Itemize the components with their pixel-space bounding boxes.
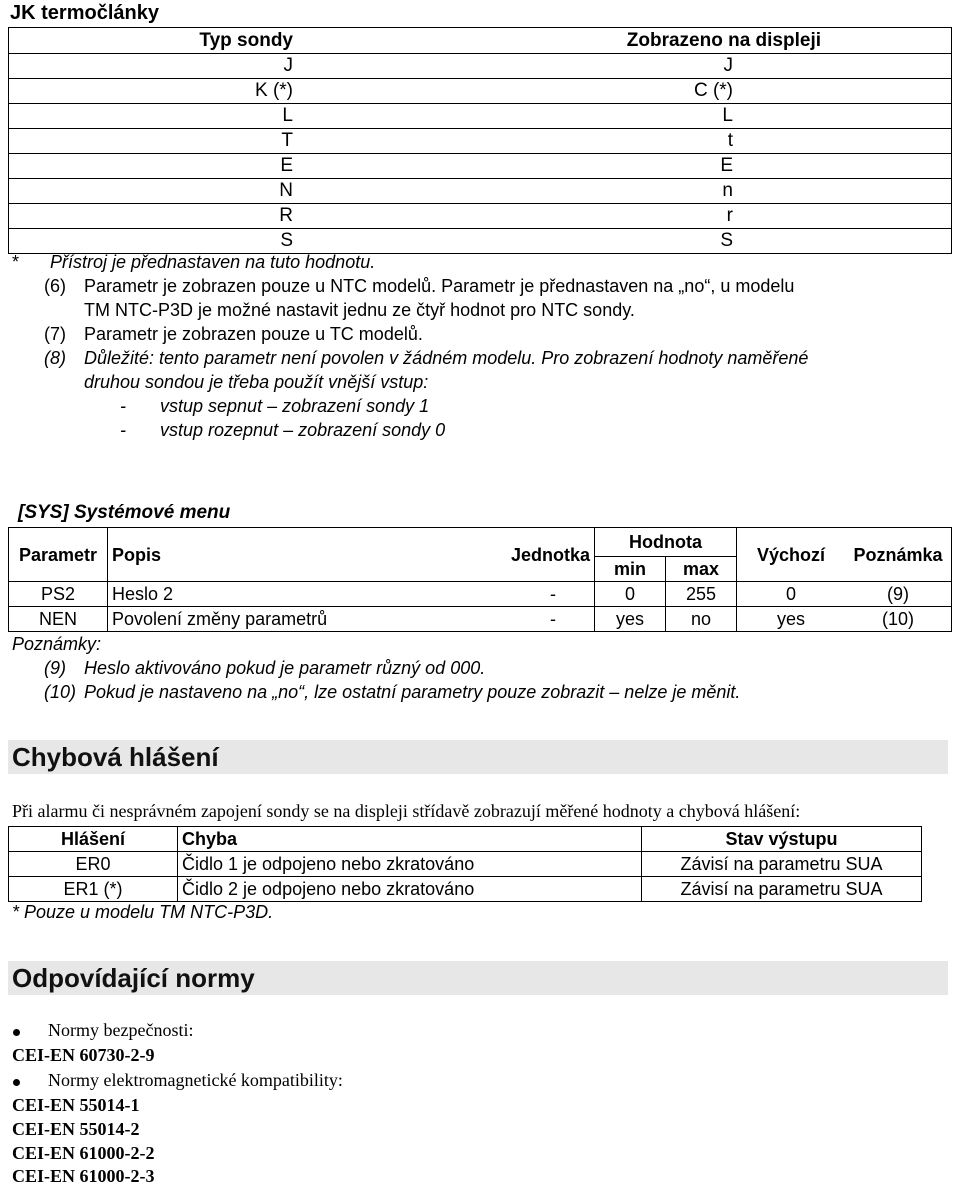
cell-min: yes bbox=[595, 607, 666, 632]
cell-display: C (*) bbox=[297, 79, 952, 104]
errors-heading: Chybová hlášení bbox=[12, 742, 219, 772]
cell-display: n bbox=[297, 179, 952, 204]
table-row bbox=[9, 852, 922, 877]
errors-heading-band bbox=[8, 740, 948, 774]
cell-display: L bbox=[297, 104, 952, 129]
note-8-line1: Důležité: tento parametr není povolen v žádném modelu. Pro zobrazení hodnoty naměřené bbox=[84, 348, 809, 368]
table-row bbox=[9, 154, 952, 179]
note-7-line1: Parametr je zobrazen pouze u TC modelů. bbox=[84, 324, 423, 344]
table-row bbox=[9, 204, 952, 229]
header-stav: Stav výstupu bbox=[642, 827, 922, 852]
cell-probe: J bbox=[9, 54, 298, 79]
sys-menu-title: [SYS] Systémové menu bbox=[18, 502, 231, 523]
emc-norm-item: CEI-EN 55014-1 bbox=[12, 1095, 140, 1115]
table-row bbox=[9, 79, 952, 104]
cell-vychozi: yes bbox=[737, 607, 846, 632]
note-number: (9) bbox=[44, 658, 66, 678]
emc-norm-item: CEI-EN 61000-2-3 bbox=[12, 1166, 155, 1186]
cell-display: t bbox=[297, 129, 952, 154]
dash-item-1: vstup sepnut – zobrazení sondy 1 bbox=[160, 396, 430, 416]
header-popis: Popis bbox=[108, 528, 497, 582]
cell-max: no bbox=[666, 607, 737, 632]
errors-intro: Při alarmu či nesprávném zapojení sondy se na displeji střídavě zobrazují měřené hodnoty a chybová hlášení: bbox=[12, 801, 801, 821]
cell-vychozi: 0 bbox=[737, 582, 846, 607]
note-6-line2: TM NTC-P3D je možné nastavit jednu ze čtyř hodnot pro NTC sondy. bbox=[84, 300, 635, 320]
header-hlaseni: Hlášení bbox=[9, 827, 178, 852]
cell-poznamka: (10) bbox=[845, 607, 952, 632]
note-10-text: Pokud je nastaveno na „no“, lze ostatní parametry pouze zobrazit – nelze je měnit. bbox=[84, 682, 741, 702]
cell-display: J bbox=[297, 54, 952, 79]
dash-bullet: - bbox=[120, 396, 126, 416]
header-vychozi: Výchozí bbox=[737, 528, 846, 582]
table-row bbox=[9, 877, 922, 902]
section-title-jk: JK termočlánky bbox=[10, 2, 159, 24]
table-row bbox=[9, 582, 952, 607]
emc-norm-item: CEI-EN 55014-2 bbox=[12, 1119, 140, 1139]
bullet-icon bbox=[13, 1079, 20, 1086]
cell-probe: N bbox=[9, 179, 298, 204]
note-number: (10) bbox=[44, 682, 77, 702]
table-row bbox=[9, 179, 952, 204]
cell-probe: R bbox=[9, 204, 298, 229]
cell-stav: Závisí na parametru SUA bbox=[642, 852, 922, 877]
cell-hlaseni: ER1 (*) bbox=[9, 877, 178, 902]
note-8-line2: druhou sondou je třeba použít vnější vstup: bbox=[84, 372, 429, 392]
emc-norm-item: CEI-EN 61000-2-2 bbox=[12, 1143, 155, 1163]
norms-heading: Odpovídající normy bbox=[12, 963, 255, 993]
note-6-line1: Parametr je zobrazen pouze u NTC modelů. Parametr je přednastaven na „no“, u modelu bbox=[84, 276, 795, 296]
table-header-row bbox=[9, 528, 952, 557]
cell-min: 0 bbox=[595, 582, 666, 607]
table-row bbox=[9, 129, 952, 154]
table-header-row bbox=[9, 28, 952, 54]
cell-display: E bbox=[297, 154, 952, 179]
emc-norms-label: Normy elektromagnetické kompatibility: bbox=[48, 1070, 343, 1090]
cell-probe: T bbox=[9, 129, 298, 154]
bullet-icon bbox=[13, 1029, 20, 1036]
header-max: max bbox=[666, 557, 737, 582]
note-number: (7) bbox=[44, 324, 66, 344]
footnote-star: * bbox=[12, 252, 20, 272]
header-min: min bbox=[595, 557, 666, 582]
table-header-row bbox=[9, 827, 922, 852]
cell-max: 255 bbox=[666, 582, 737, 607]
sys-menu-table bbox=[8, 527, 952, 632]
header-typ-sondy: Typ sondy bbox=[9, 28, 298, 54]
note-9-text: Heslo aktivováno pokud je parametr různý od 000. bbox=[84, 658, 486, 678]
footnote-text: Přístroj je přednastaven na tuto hodnotu. bbox=[50, 252, 376, 272]
cell-chyba: Čidlo 2 je odpojeno nebo zkratováno bbox=[178, 877, 642, 902]
cell-stav: Závisí na parametru SUA bbox=[642, 877, 922, 902]
cell-param: PS2 bbox=[9, 582, 108, 607]
cell-popis: Heslo 2 bbox=[108, 582, 497, 607]
cell-probe: L bbox=[9, 104, 298, 129]
header-hodnota: Hodnota bbox=[595, 528, 737, 557]
header-parametr: Parametr bbox=[9, 528, 108, 582]
probe-type-table bbox=[8, 27, 952, 254]
safety-norm-item: CEI-EN 60730-2-9 bbox=[12, 1045, 155, 1065]
header-chyba: Chyba bbox=[178, 827, 642, 852]
cell-chyba: Čidlo 1 je odpojeno nebo zkratováno bbox=[178, 852, 642, 877]
dash-bullet: - bbox=[120, 420, 126, 440]
cell-probe: E bbox=[9, 154, 298, 179]
cell-jednotka: - bbox=[496, 607, 595, 632]
cell-param: NEN bbox=[9, 607, 108, 632]
header-poznamka: Poznámka bbox=[845, 528, 952, 582]
header-zobrazeno: Zobrazeno na displeji bbox=[297, 28, 952, 54]
cell-display: S bbox=[297, 229, 952, 254]
cell-probe: S bbox=[9, 229, 298, 254]
norms-heading-band bbox=[8, 961, 948, 995]
table-row bbox=[9, 104, 952, 129]
errors-footnote: * Pouze u modelu TM NTC-P3D. bbox=[12, 902, 274, 922]
table-row bbox=[9, 229, 952, 254]
cell-jednotka: - bbox=[496, 582, 595, 607]
sys-notes-title: Poznámky: bbox=[12, 634, 102, 654]
errors-table bbox=[8, 826, 922, 902]
safety-norms-label: Normy bezpečnosti: bbox=[48, 1020, 194, 1040]
table-row bbox=[9, 54, 952, 79]
dash-item-2: vstup rozepnut – zobrazení sondy 0 bbox=[160, 420, 446, 440]
cell-probe: K (*) bbox=[9, 79, 298, 104]
table-row bbox=[9, 607, 952, 632]
header-jednotka: Jednotka bbox=[496, 528, 595, 582]
note-number: (8) bbox=[44, 348, 66, 368]
cell-display: r bbox=[297, 204, 952, 229]
cell-hlaseni: ER0 bbox=[9, 852, 178, 877]
cell-popis: Povolení změny parametrů bbox=[108, 607, 497, 632]
cell-poznamka: (9) bbox=[845, 582, 952, 607]
note-number: (6) bbox=[44, 276, 66, 296]
